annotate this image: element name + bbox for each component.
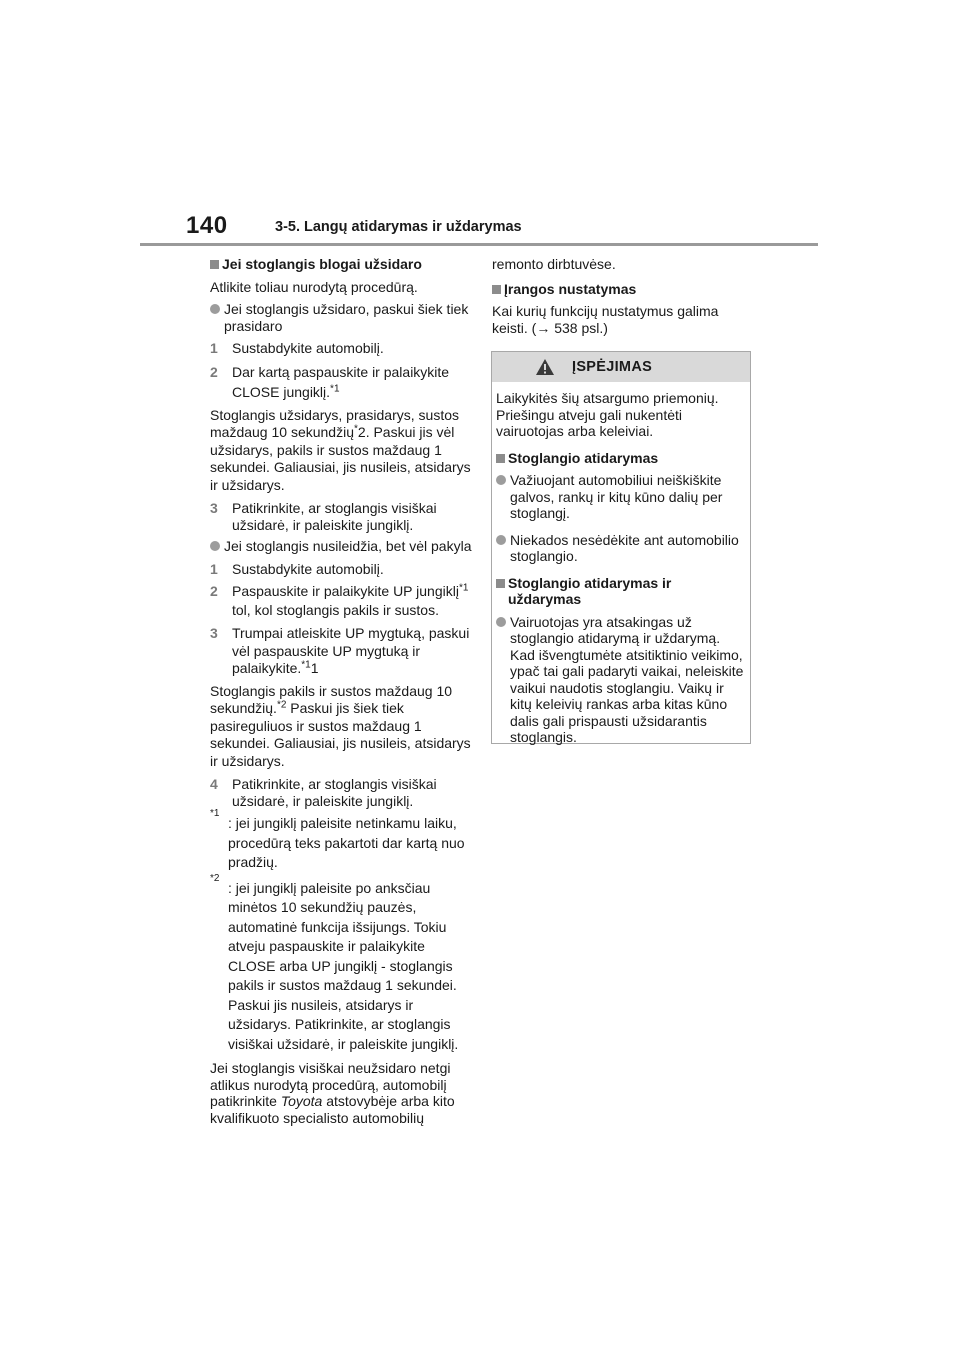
- page-number: 140: [186, 212, 228, 239]
- section-title: 3-5. Langų atidarymas ir uždarymas: [275, 219, 522, 235]
- settings-text: Kai kurių funkcijų nustatymus galima keisti. (→ 538 psl.): [492, 303, 719, 336]
- square-bullet-icon: [496, 579, 505, 588]
- procedure-text: Stoglangis pakils ir sustos maždaug 10 sekundžių.$^{*2}$ Paskui jis šiek tiek pasireguliuos ir sustos maždaug 1 sekundei. Galiausiai, jis nusileis, atsidarys ir užsidarys.: [210, 682, 471, 769]
- step-item: 1 Sustabdykite automobilį.: [210, 340, 384, 356]
- continued-text: remonto dirbtuvėse.: [492, 256, 616, 272]
- footnote-1: *1 : jei jungiklį paleisite netinkamu laiku, procedūrą teks pakartoti dar kartą nuo pradžių.: [210, 808, 465, 870]
- warning-intro: Laikykitės šių atsargumo priemonių. Priešingu atveju gali nukentėti vairuotojas arba keleiviai.: [496, 390, 719, 439]
- header-divider: [140, 243, 818, 246]
- warning-body: [492, 382, 750, 746]
- step-item: 3 Patikrinkite, ar stoglangis visiškai užsidarė, ir paleiskite jungiklį.: [210, 500, 437, 533]
- intro-text: Atlikite toliau nurodytą procedūrą.: [210, 278, 418, 295]
- right-column: [492, 256, 754, 342]
- step-item: 2 Dar kartą paspauskite ir palaikykite CLOSE jungiklį.$^{*1}$: [210, 363, 450, 400]
- round-bullet-icon: [210, 304, 220, 314]
- footnote-2: *2 : jei jungiklį paleisite po anksčiau minėtos 10 sekundžių pauzės, automatinė funkcija išsijungs. Tokiu atveju paspauskite ir palaikykite CLOSE arba UP jungiklį - stoglangis pakils ir sustos maždaug 1 sekundei. Paskui jis nusileis, atsidarys ir užsidarys. Patikrinkite, ar stoglangis visiškai užsidarė, ir paleiskite jungiklį.: [210, 872, 459, 1052]
- square-bullet-icon: [492, 285, 501, 294]
- warning-item: Važiuojant automobiliui neiškiškite galvos, rankų ir kitų kūno dalių per stoglangį.: [496, 472, 746, 522]
- case-closes-then-opens: Jei stoglangis užsidaro, paskui šiek tiek prasidaro: [210, 301, 476, 334]
- step-item: 2 Paspauskite ir palaikykite UP jungiklį$^{*1}$ tol, kol stoglangis pakils ir sustos.: [210, 582, 469, 618]
- warning-box: [491, 351, 751, 744]
- heading-sunroof-opening-closing: Stoglangio atidarymas ir uždarymas: [496, 575, 746, 608]
- square-bullet-icon: [210, 260, 219, 269]
- round-bullet-icon: [496, 617, 506, 627]
- page-header: [140, 212, 820, 244]
- heading-sunroof-opening: Stoglangio atidarymas: [496, 450, 746, 467]
- warning-triangle-icon: [535, 358, 555, 376]
- outro-text: Jei stoglangis visiškai neužsidaro netgi atlikus nurodytą procedūrą, automobilį patikrinkite Toyota atstovybėje arba kito kvalifikuoto specialisto automobilių: [210, 1060, 455, 1126]
- warning-header: [492, 352, 750, 382]
- step-item: 4 Patikrinkite, ar stoglangis visiškai užsidarė, ir paleiskite jungiklį.: [210, 776, 437, 809]
- procedure-text: Stoglangis užsidarys, prasidarys, sustos maždaug 10 sekundžių*2. Paskui jis vėl užsidarys, pakils ir sustos maždaug 1 sekundei. Galiausiai, jis nusileis, atsidarys ir užsidarys.: [210, 406, 471, 493]
- step-item: 1 Sustabdykite automobilį.: [210, 560, 384, 577]
- case-lowers-then-rises: Jei stoglangis nusileidžia, bet vėl pakyla: [210, 538, 476, 555]
- warning-item: Niekados nesėdėkite ant automobilio stoglangio.: [496, 532, 746, 565]
- brand-name: Toyota: [280, 1093, 323, 1109]
- round-bullet-icon: [496, 535, 506, 545]
- round-bullet-icon: [496, 475, 506, 485]
- square-bullet-icon: [496, 454, 505, 463]
- step-item: 3 Trumpai atleiskite UP mygtuką, paskui vėl paspauskite UP mygtuką ir palaikykite.$^{*1}$1: [210, 625, 470, 676]
- heading-equipment-settings: Įrangos nustatymas: [492, 281, 754, 298]
- heading-sunroof-closing-issue: Jei stoglangis blogai užsidaro: [210, 256, 476, 273]
- left-column: [210, 256, 476, 1132]
- warning-title: ĮSPĖJIMAS: [572, 359, 653, 375]
- round-bullet-icon: [210, 541, 220, 551]
- warning-item: Vairuotojas yra atsakingas už stoglangio atidarymą ir uždarymą. Kad išvengtumėte atsitiktinio veikimo, ypač tai gali padaryti vaikai, neleiskite vaikui naudotis stoglangiu. Vaikų ir kitų keleivių rankas arba kitas kūno dalis gali prispausti užsidarantis stoglangis.: [496, 614, 746, 746]
